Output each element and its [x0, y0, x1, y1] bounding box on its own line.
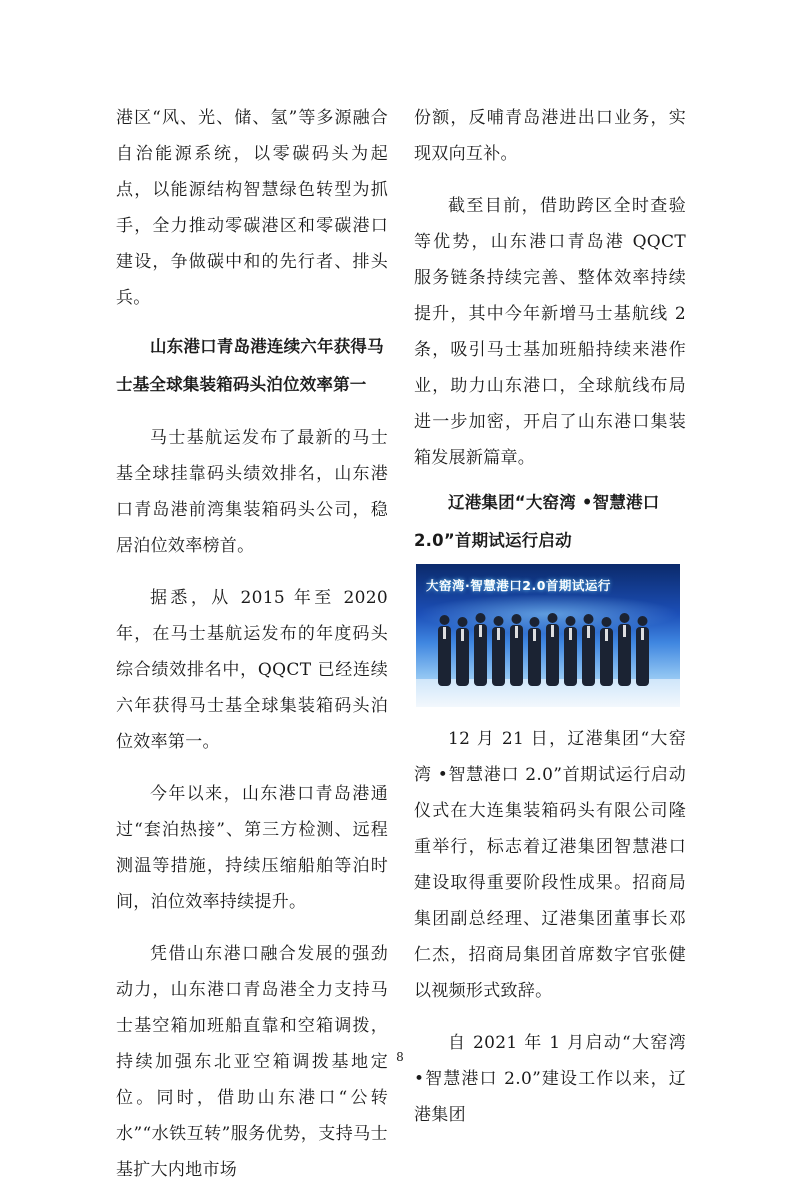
paragraph: 截至目前，借助跨区全时查验等优势，山东港口青岛港 QQCT 服务链条持续完善、整体效率持续提升，其中今年新增马士基航线 2 条，吸引马士基加班船持续来港作业，助力山东港口，全球航线布局进一步加密，开启了山东港口集装箱发展新篇章。 [414, 196, 686, 468]
section-heading: 山东港口青岛港连续六年获得马士基全球集装箱码头泊位效率第一 [116, 337, 384, 394]
paragraph: 自 2021 年 1 月启动“大窑湾 •智慧港口 2.0”建设工作以来，辽港集团 [414, 1033, 686, 1125]
paragraph: 据悉，从 2015 年至 2020 年，在马士基航运发布的年度码头综合绩效排名中，QQCT 已经连续六年获得马士基全球集装箱码头泊位效率第一。 [116, 588, 388, 752]
paragraph: 12 月 21 日，辽港集团“大窑湾 •智慧港口 2.0”首期试运行启动仪式在大连集装箱码头有限公司隆重举行，标志着辽港集团智慧港口建设取得重要阶段性成果。招商局集团副总经理、辽港集团董事长邓仁杰，招商局集团首席数字官张健以视频形式致辞。 [414, 729, 686, 1001]
page-number: 8 [396, 1050, 404, 1064]
section-heading: 辽港集团“大窑湾 •智慧港口 2.0”首期试运行启动 [414, 493, 660, 550]
photo-banner-text: 大窑湾·智慧港口2.0首期试运行 [426, 578, 611, 593]
attendees-group [416, 564, 680, 707]
paragraph: 港区“风、光、储、氢”等多源融合自治能源系统，以零碳码头为起点，以能源结构智慧绿色转型为抓手，全力推动零碳港区和零碳港口建设，争做碳中和的先行者、排头兵。 [116, 108, 388, 308]
paragraph: 马士基航运发布了最新的马士基全球挂靠码头绩效排名，山东港口青岛港前湾集装箱码头公司，稳居泊位效率榜首。 [116, 428, 388, 556]
event-photo [416, 564, 680, 707]
paragraph: 今年以来，山东港口青岛港通过“套泊热接”、第三方检测、远程测温等措施，持续压缩船舶等泊时间，泊位效率持续提升。 [116, 784, 388, 912]
paragraph: 份额，反哺青岛港进出口业务，实现双向互补。 [414, 108, 686, 164]
right-column [414, 100, 686, 1133]
paragraph: 凭借山东港口融合发展的强劲动力，山东港口青岛港全力支持马士基空箱加班船直靠和空箱调拨，持续加强东北亚空箱调拨基地定位。同时，借助山东港口“公转水”“水铁互转”服务优势，支持马士基扩大内地市场 [116, 944, 388, 1180]
left-column [116, 100, 388, 1188]
